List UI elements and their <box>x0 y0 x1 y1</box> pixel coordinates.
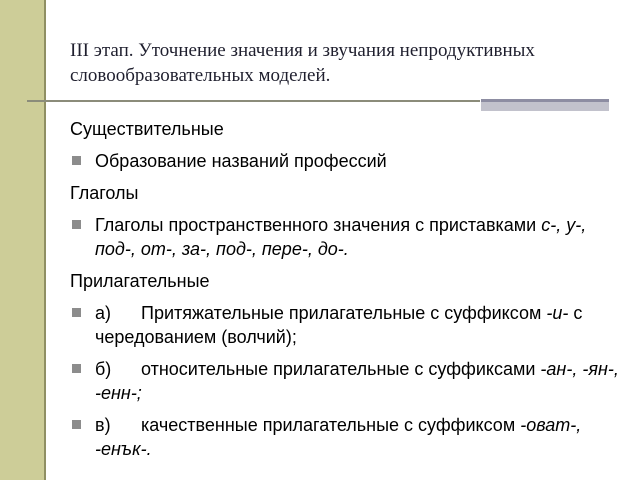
bullet-text: Притяжательные прилагательные с суффиксом <box>141 303 547 323</box>
bullet-item <box>70 301 630 349</box>
square-bullet-icon <box>72 220 81 229</box>
bullet-item <box>70 149 630 173</box>
left-decorative-band <box>0 0 46 480</box>
bullet-text-after: с чередованием (волчий); <box>95 303 583 347</box>
bullet-text: Образование названий профессий <box>95 151 387 171</box>
title-divider-accent <box>481 99 609 111</box>
item-label: б) <box>95 359 112 379</box>
heading-nouns: Существительные <box>70 119 224 139</box>
bullet-item <box>70 357 630 405</box>
slide-title: III этап. Уточнение значения и звучания непродуктивных словообразовательных моделей. <box>70 40 535 86</box>
heading-verbs: Глаголы <box>70 183 139 203</box>
title-divider <box>27 100 480 102</box>
bullet-item <box>70 413 630 461</box>
bullet-text: Глаголы пространственного значения с приставками <box>95 215 542 235</box>
item-label: в) <box>95 415 111 435</box>
square-bullet-icon <box>72 308 81 317</box>
slide-content <box>70 117 630 469</box>
bullet-text: качественные прилагательные с суффиксом <box>141 415 521 435</box>
bullet-text: относительные прилагательные с суффиксами <box>141 359 541 379</box>
square-bullet-icon <box>72 156 81 165</box>
item-label: а) <box>95 303 112 323</box>
bullet-item <box>70 213 630 261</box>
suffix-text: -ан-, -ян-, -енн-; <box>95 359 619 403</box>
prefix-list: с-, у-, под-, от-, за-, под-, пере-, до-. <box>95 215 587 259</box>
heading-adjectives: Прилагательные <box>70 271 210 291</box>
square-bullet-icon <box>72 420 81 429</box>
suffix-text: -и- <box>546 303 569 323</box>
suffix-text: -оват-, -енък-. <box>95 415 582 459</box>
square-bullet-icon <box>72 364 81 373</box>
